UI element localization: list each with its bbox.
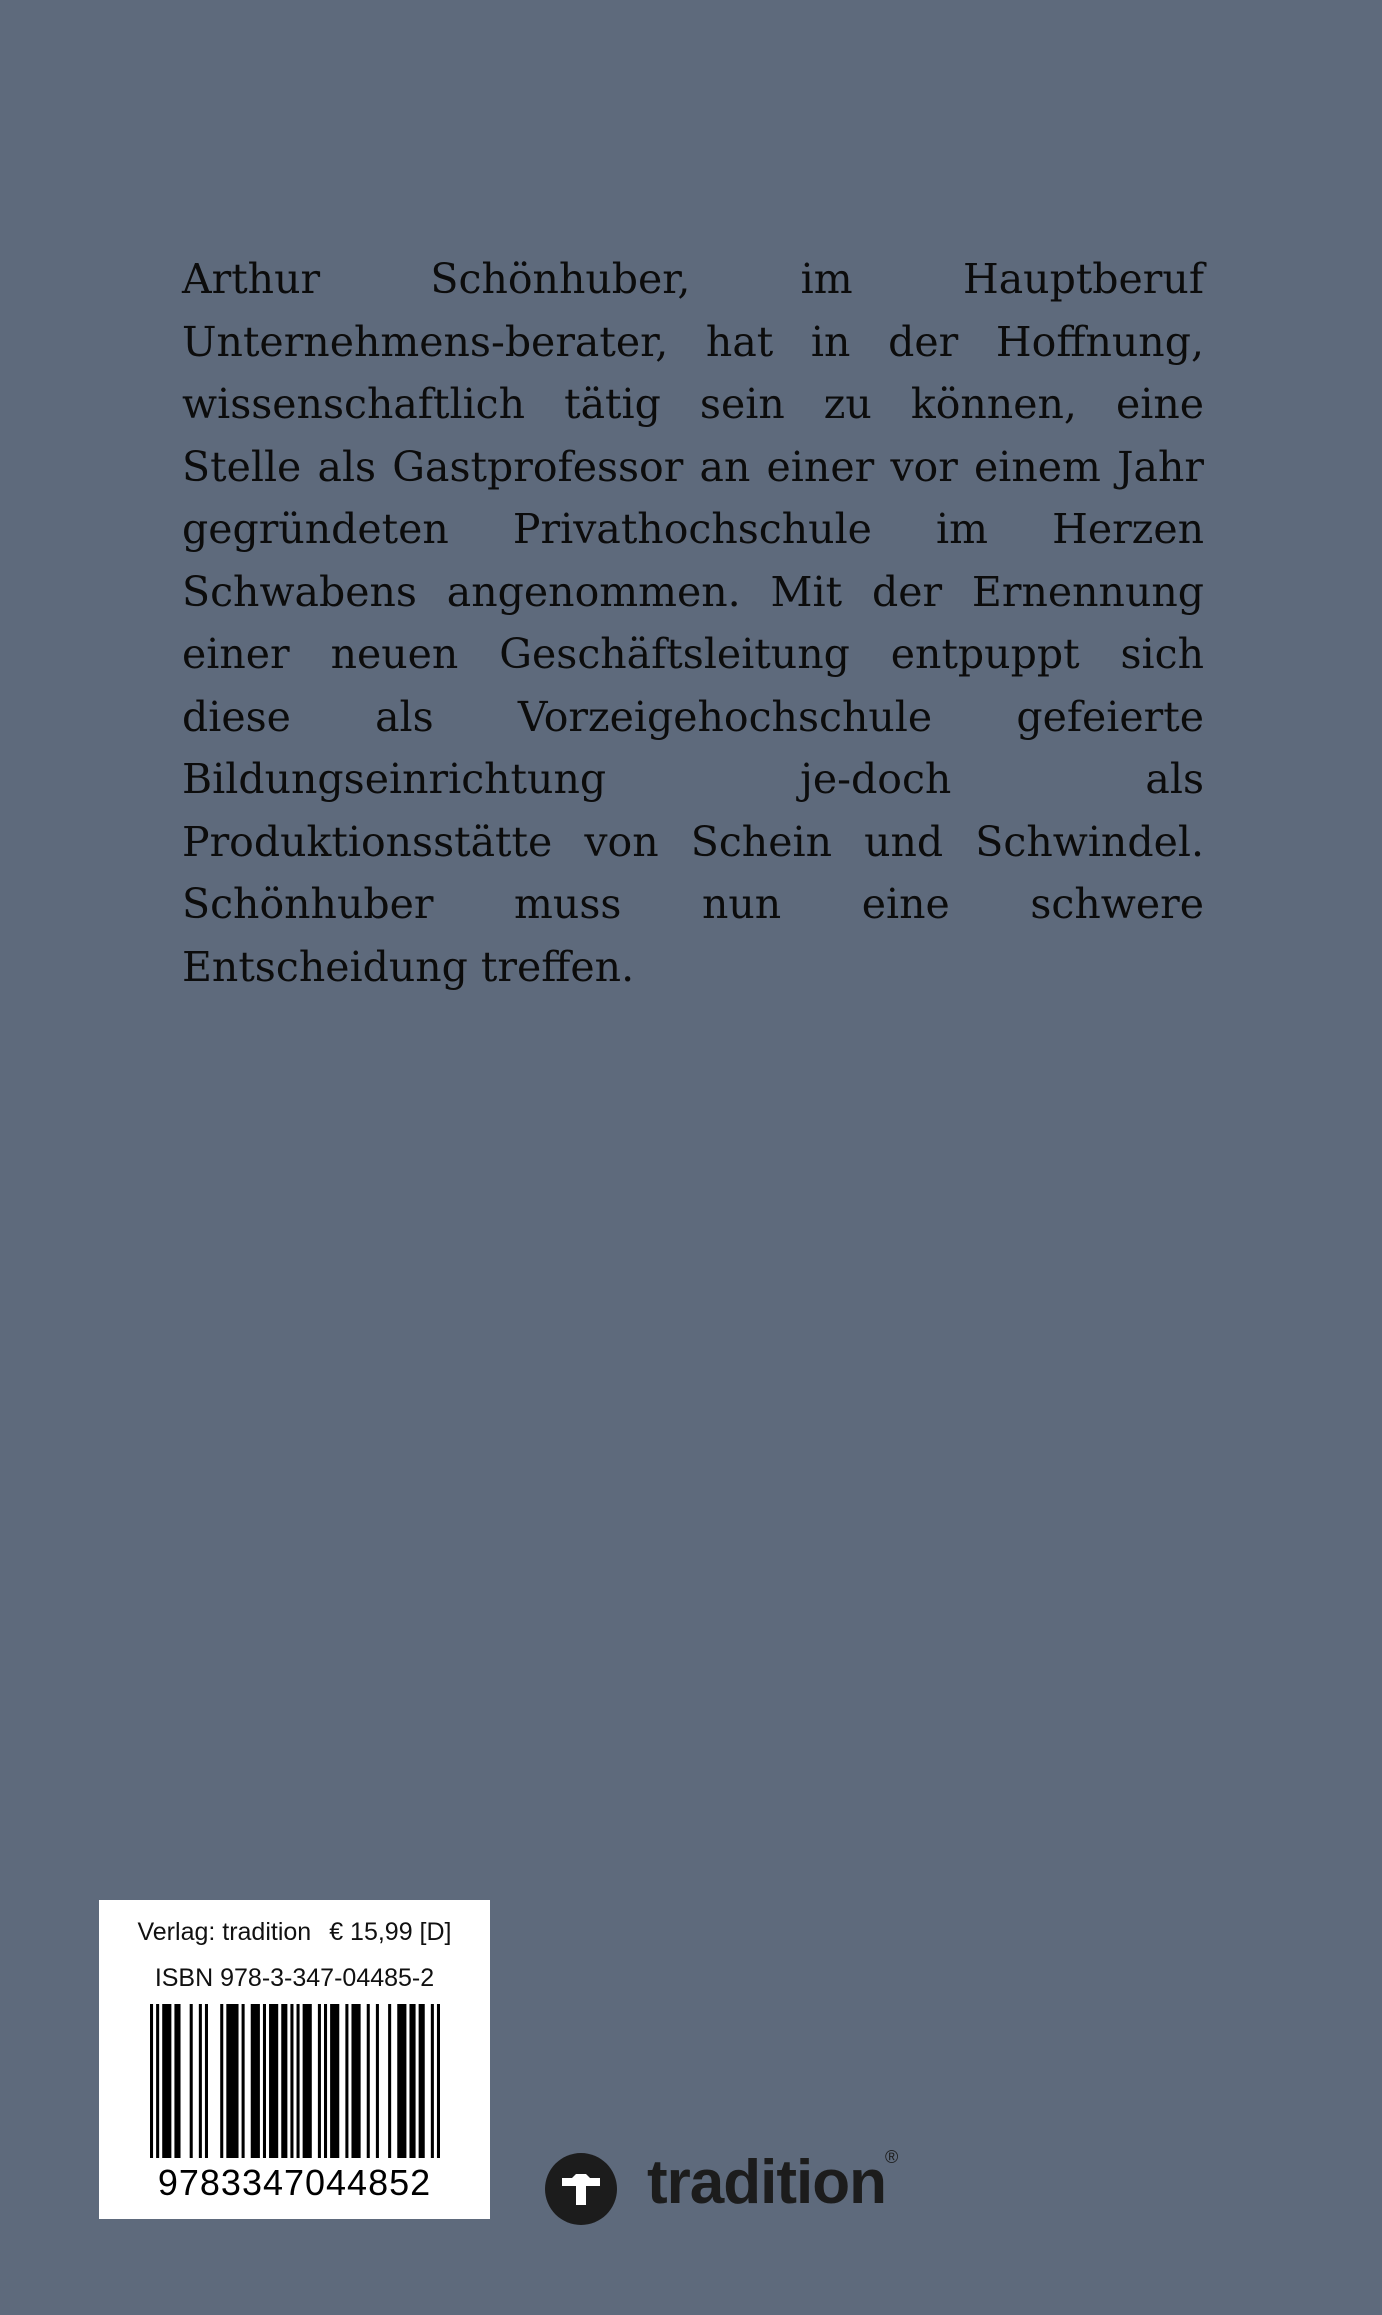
- barcode-bar: [351, 2004, 360, 2158]
- barcode-bar: [330, 2004, 339, 2158]
- ean-digits: 9783347044852: [157, 2162, 432, 2203]
- barcode-bar: [242, 2004, 245, 2158]
- barcode-bar: [303, 2004, 312, 2158]
- barcode-label: [99, 1900, 490, 2219]
- barcode-bar: [220, 2004, 223, 2158]
- barcode-bar: [324, 2004, 327, 2158]
- publisher-wordmark: tradition: [647, 2148, 886, 2217]
- barcode-bar: [297, 2004, 300, 2158]
- barcode-bar: [345, 2004, 348, 2158]
- barcode-bar: [162, 2004, 171, 2158]
- barcode-bar: [251, 2004, 260, 2158]
- barcode-bar: [174, 2004, 180, 2158]
- barcode-bar: [263, 2004, 266, 2158]
- barcode-bar: [226, 2004, 238, 2158]
- barcode-bars: [150, 2004, 440, 2158]
- isbn-label: ISBN 978-3-347-04485-2: [154, 1964, 435, 1992]
- barcode-bar: [190, 2004, 193, 2158]
- barcode-bar: [205, 2004, 208, 2158]
- barcode-bar: [367, 2004, 370, 2158]
- tradition-t-icon: [545, 2153, 617, 2225]
- barcode-bar: [281, 2004, 287, 2158]
- barcode-bar: [269, 2004, 278, 2158]
- barcode-bar: [150, 2004, 153, 2158]
- price-label: € 15,99 [D]: [329, 1918, 452, 1946]
- barcode-bar: [409, 2004, 415, 2158]
- back-cover-blurb: Arthur Schönhuber, im Hauptberuf Unternehmens-berater, hat in der Hoffnung, wissenschaftlich tätig sein zu können, eine Stelle als Gastprofessor an einer vor einem Jahr gegründeten Privathochschule im Herzen Schwabens angenommen. Mit der Ernennung einer neuen Geschäftsleitung entpuppt sich diese als Vorzeigehochschule gefeierte Bildungseinrichtung je-doch als Produktionsstätte von Schein und Schwindel. Schönhuber muss nun eine schwere Entscheidung treffen.: [182, 255, 1204, 991]
- barcode-bar: [397, 2004, 406, 2158]
- barcode-bar: [388, 2004, 391, 2158]
- publisher-logo: [545, 2147, 905, 2225]
- publisher-price-line: [99, 1918, 490, 1947]
- barcode-bar: [437, 2004, 440, 2158]
- barcode-bar: [431, 2004, 434, 2158]
- publisher-label: Verlag: tradition: [137, 1918, 312, 1946]
- registered-mark: ®: [885, 2147, 899, 2167]
- barcode-bar: [376, 2004, 379, 2158]
- barcode-bar: [156, 2004, 159, 2158]
- barcode-bar: [318, 2004, 321, 2158]
- barcode-bar: [419, 2004, 425, 2158]
- barcode-bar: [290, 2004, 293, 2158]
- barcode-bar: [199, 2004, 202, 2158]
